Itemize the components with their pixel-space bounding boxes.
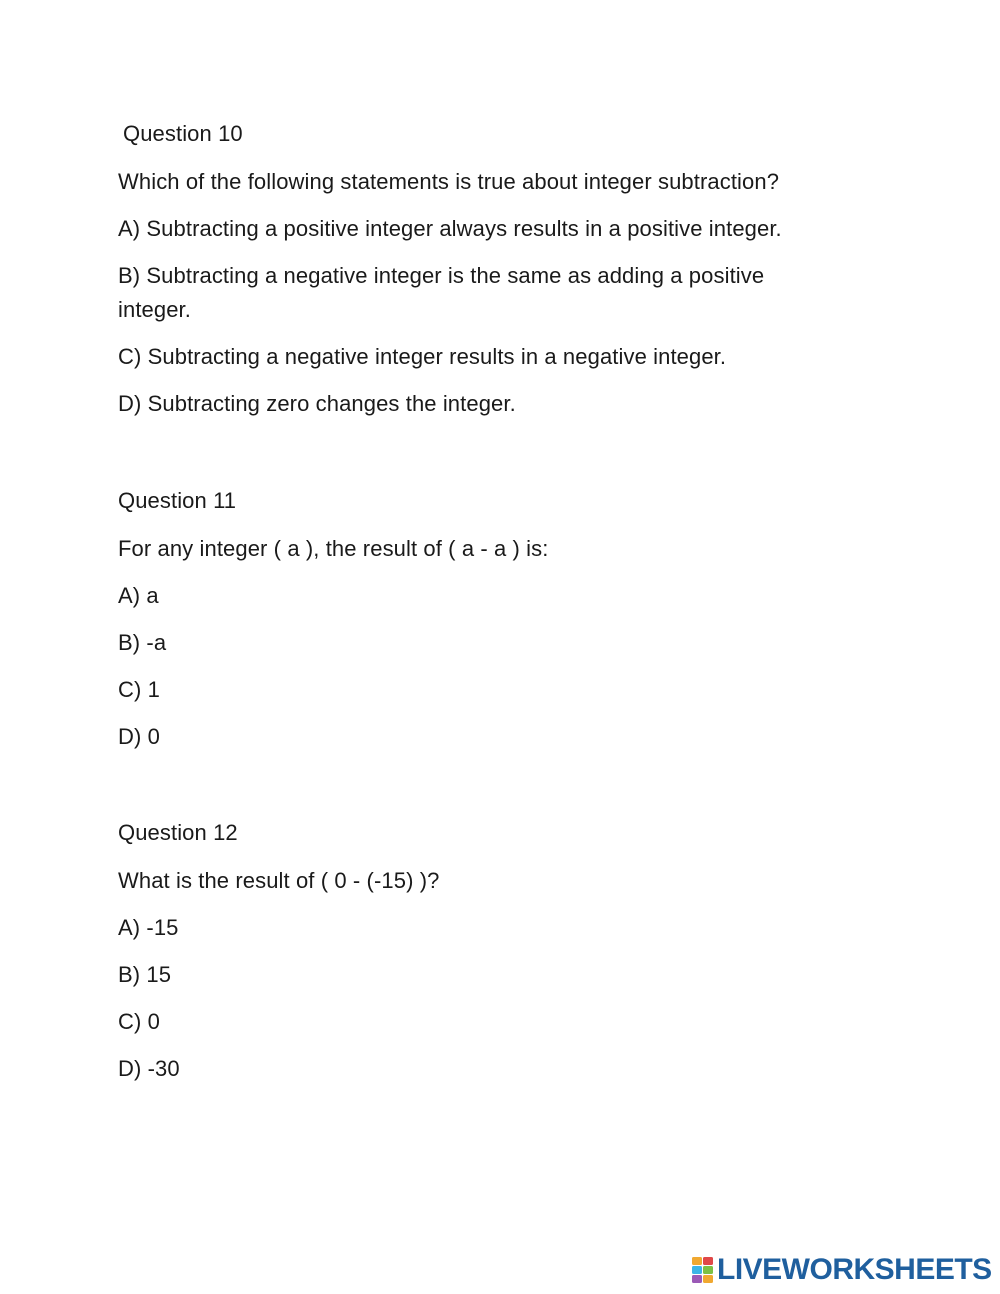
option-a: A) a — [118, 582, 159, 608]
option-a: A) Subtracting a positive integer always results in a positive integer. — [118, 215, 782, 241]
question-text: Which of the following statements is true about integer subtraction? — [118, 168, 780, 194]
question-title: Question 12 — [118, 820, 238, 845]
option-a: A) -15 — [118, 914, 179, 940]
option-c: C) Subtracting a negative integer results in a negative integer. — [118, 343, 727, 369]
option-d: D) Subtracting zero changes the integer. — [118, 390, 516, 416]
question-10 — [118, 120, 878, 434]
liveworksheets-brand — [692, 1255, 992, 1285]
question-11 — [118, 487, 878, 767]
question-title: Question 10 — [123, 121, 243, 146]
question-title: Question 11 — [118, 488, 237, 513]
brand-wordmark: LIVEWORKSHEETS — [717, 1253, 992, 1286]
option-d: D) -30 — [118, 1055, 180, 1081]
option-c: C) 1 — [118, 676, 160, 702]
question-12 — [118, 819, 878, 1099]
question-text: What is the result of ( 0 - (-15) )? — [118, 867, 440, 893]
liveworksheets-logo-icon — [692, 1257, 714, 1283]
option-b: B) -a — [118, 629, 167, 655]
option-c: C) 0 — [118, 1008, 160, 1034]
question-text: For any integer ( a ), the result of ( a - a ) is: — [118, 535, 549, 561]
option-b: B) 15 — [118, 961, 172, 987]
option-d: D) 0 — [118, 723, 160, 749]
option-b: B) Subtracting a negative integer is the same as adding a positive integer. — [118, 262, 765, 322]
